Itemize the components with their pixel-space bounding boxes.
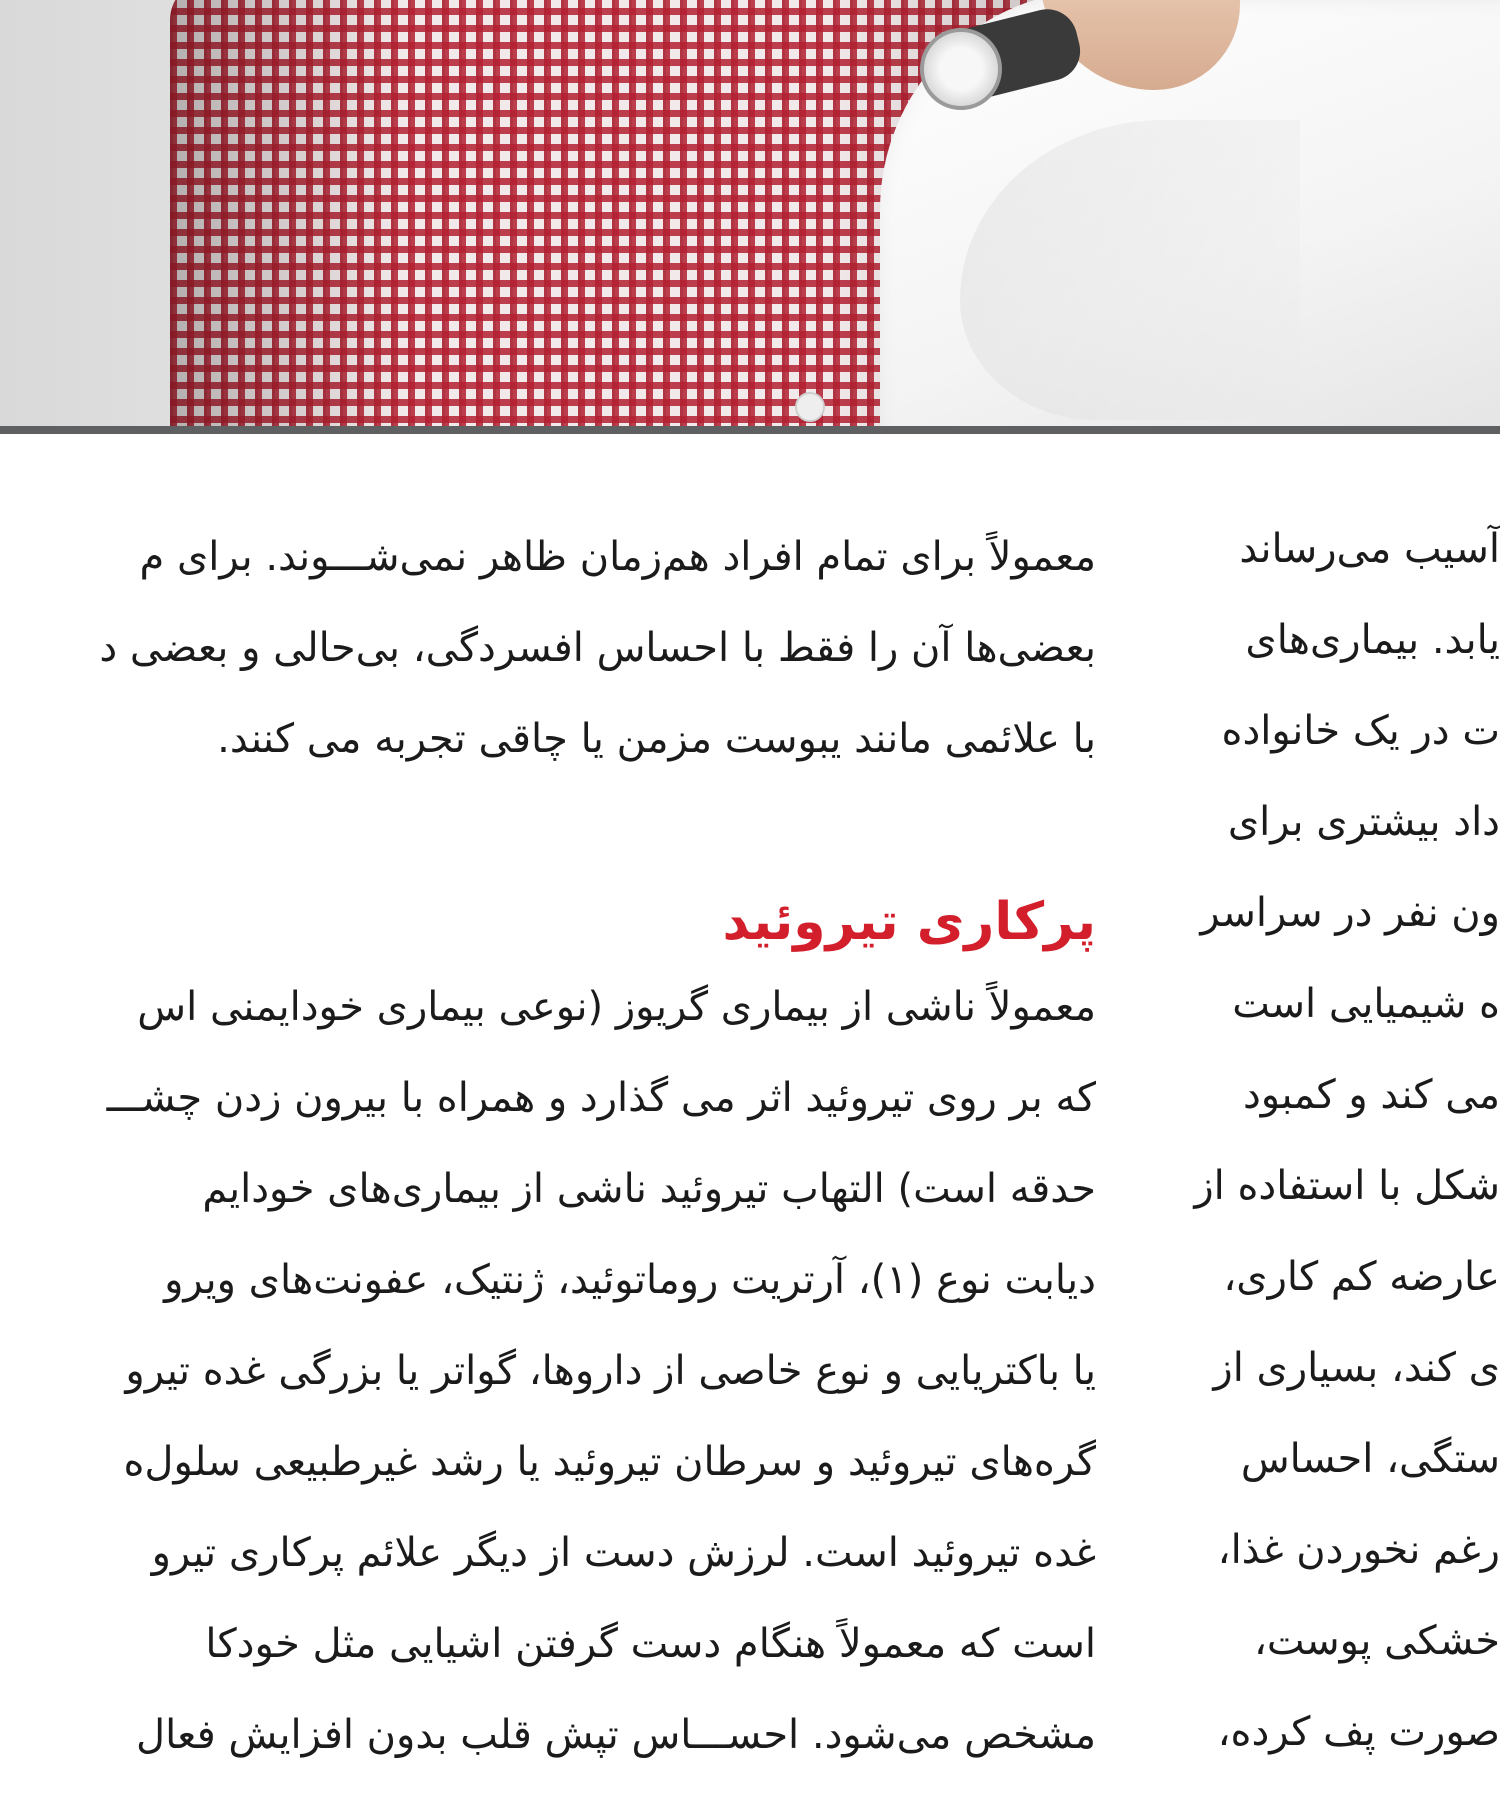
left-column-body-paragraph [0,962,1096,1781]
text-line: معمولاً ناشی از بیماری گریوز (نوعی بیماری خودایمنی اس [137,984,1096,1030]
text-line: با علائمی مانند یبوست مزمن یا چاقی تجربه می کنند. [217,716,1096,762]
text-line: شکل با استفاده از [1194,1163,1500,1209]
text-line: یابد. بیماری‌های [1245,617,1500,663]
text-line: معمولاً برای تمام افراد هم‌زمان ظاهر نمی‌شـــوند. برای م [139,534,1096,580]
text-line: ون نفر در سراسر [1200,890,1500,936]
text-line: ه شیمیایی است [1232,981,1500,1027]
text-line: می کند و کمبود [1242,1072,1500,1118]
text-line: است که معمولاً هنگام دست گرفتن اشیایی مثل خودکا [205,1621,1096,1667]
text-line: خشکی پوست، [1253,1618,1500,1664]
text-line: غده تیروئید است. لرزش دست از دیگر علائم پرکاری تیرو [151,1530,1096,1576]
shirt-button [795,392,825,422]
article-photo [0,0,1500,432]
text-line: ی کند، بسیاری از [1213,1345,1500,1391]
text-line: رغم نخوردن غذا، [1217,1527,1500,1573]
text-line: بعضی‌ها آن را فقط با احساس افسردگی، بی‌حالی و بعضی د [99,625,1096,671]
text-line: آسیب می‌رساند [1239,526,1500,572]
text-line: صورت پف کرده، [1217,1709,1500,1755]
section-heading-hyperthyroidism: پرکاری تیروئید [722,892,1096,952]
text-line: ستگی، احساس [1240,1436,1500,1482]
text-line: حدقه است) التهاب تیروئید ناشی از بیماری‌های خودایم [202,1166,1096,1212]
text-line: داد بیشتری برای [1227,799,1500,845]
photo-divider-rule [0,426,1500,434]
right-text-column [1182,504,1500,1778]
text-line: عارضه کم کاری، [1223,1254,1500,1300]
text-line: گره‌های تیروئید و سرطان تیروئید یا رشد غیرطبیعی سلول‌ه [123,1439,1096,1485]
text-line: که بر روی تیروئید اثر می گذارد و همراه با بیرون زدن چشـــ [106,1075,1096,1121]
watch-icon [920,28,1002,110]
text-line: یا باکتریایی و نوع خاصی از داروها، گواتر یا بزرگی غده تیرو [125,1348,1096,1394]
text-line: مشخص می‌شود. احســـاس تپش قلب بدون افزایش فعال [136,1712,1096,1758]
text-line: ت در یک خانواده [1221,708,1500,754]
text-line: دیابت نوع (۱)، آرتریت روماتوئید، ژنتیک، عفونت‌های ویرو [164,1257,1096,1303]
left-column-intro-paragraph [0,512,1096,785]
